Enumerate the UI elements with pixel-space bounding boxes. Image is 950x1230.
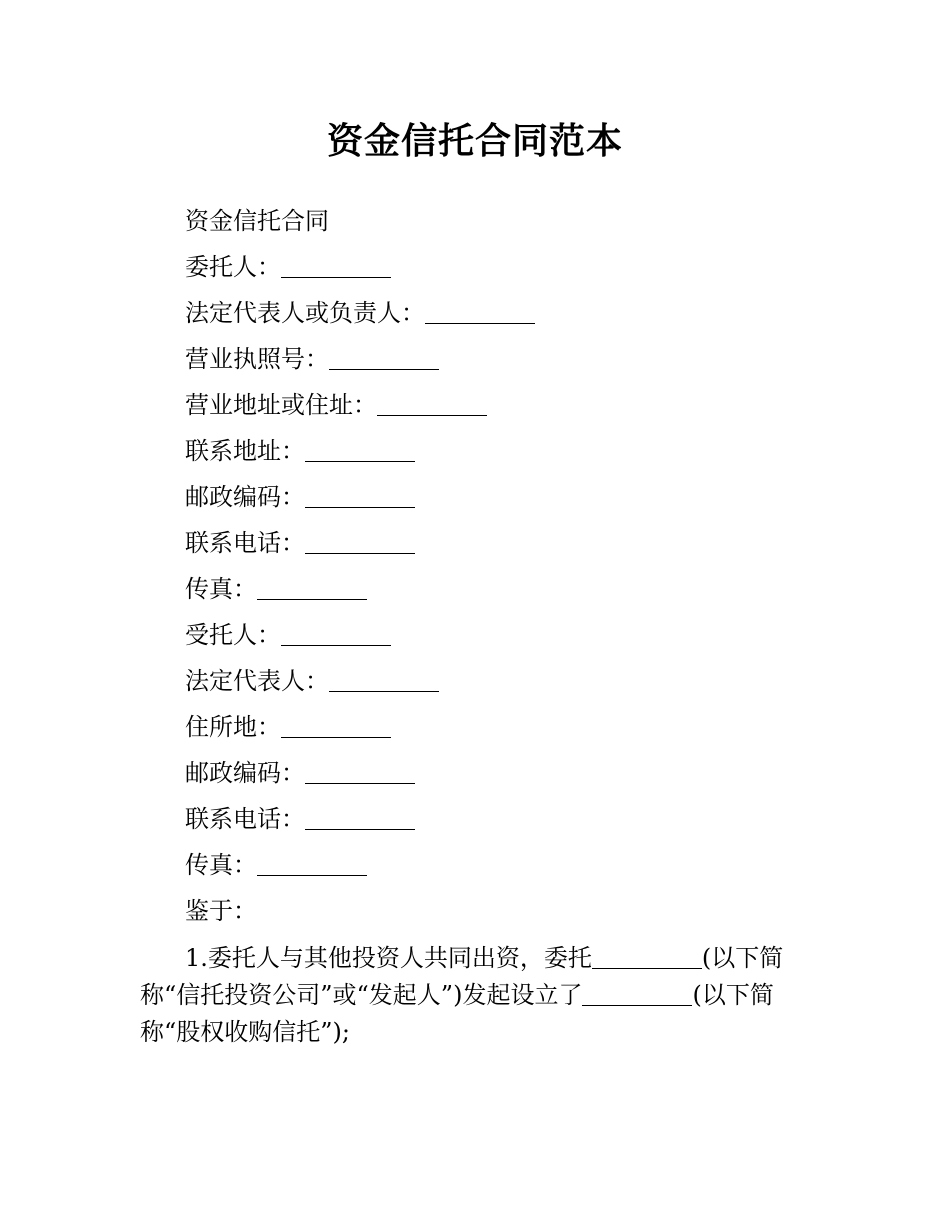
field-row-fax [185,566,825,612]
field-row-postal-code [185,474,825,520]
blank-line [305,477,415,508]
field-label: 联系地址： [185,437,305,465]
blank-line [582,977,692,1006]
field-row-domicile [185,704,825,750]
blank-line [281,247,391,278]
field-label: 传真： [185,851,257,879]
clause-1-paragraph [140,940,810,1051]
field-label: 联系电话： [185,529,305,557]
field-row-legal-rep [185,290,825,336]
blank-line [329,661,439,692]
field-label: 营业执照号： [185,345,329,373]
blank-line [305,799,415,830]
field-row-trustee-fax [185,842,825,888]
field-label: 邮政编码： [185,759,305,787]
blank-line [257,569,367,600]
clause-text: 1.委托人与其他投资人共同出资，委托 [185,944,592,972]
field-label: 邮政编码： [185,483,305,511]
field-label: 住所地： [185,713,281,741]
field-row-license-number [185,336,825,382]
blank-line [592,940,702,969]
field-row-trustor [185,244,825,290]
field-label: 联系电话： [185,805,305,833]
field-label: 法定代表人或负责人： [185,299,425,327]
blank-line [257,845,367,876]
field-label: 法定代表人： [185,667,329,695]
clause-text: (以下简称“股权收购信托”); [140,981,774,1046]
clause-text: (以下简称“信托投资公司”或“发起人”)发起设立了 [140,944,784,1009]
field-label: 委托人： [185,253,281,281]
whereas-label: 鉴于： [185,897,257,925]
contract-heading: 资金信托合同 [185,207,329,235]
contract-header-fields [185,198,825,934]
field-row-trustee-legal-rep [185,658,825,704]
field-label: 受托人： [185,621,281,649]
field-row-trustee-postal-code [185,750,825,796]
blank-line [281,615,391,646]
blank-line [305,523,415,554]
field-row-trustee-phone [185,796,825,842]
blank-line [329,339,439,370]
blank-line [305,753,415,784]
field-row-trustee [185,612,825,658]
blank-line [305,431,415,462]
field-label: 传真： [185,575,257,603]
field-label: 营业地址或住址： [185,391,377,419]
blank-line [377,385,487,416]
field-row-contact-address [185,428,825,474]
document-title: 资金信托合同范本 [326,121,623,162]
field-row-business-address [185,382,825,428]
blank-line [281,707,391,738]
field-row-phone [185,520,825,566]
blank-line [425,293,535,324]
